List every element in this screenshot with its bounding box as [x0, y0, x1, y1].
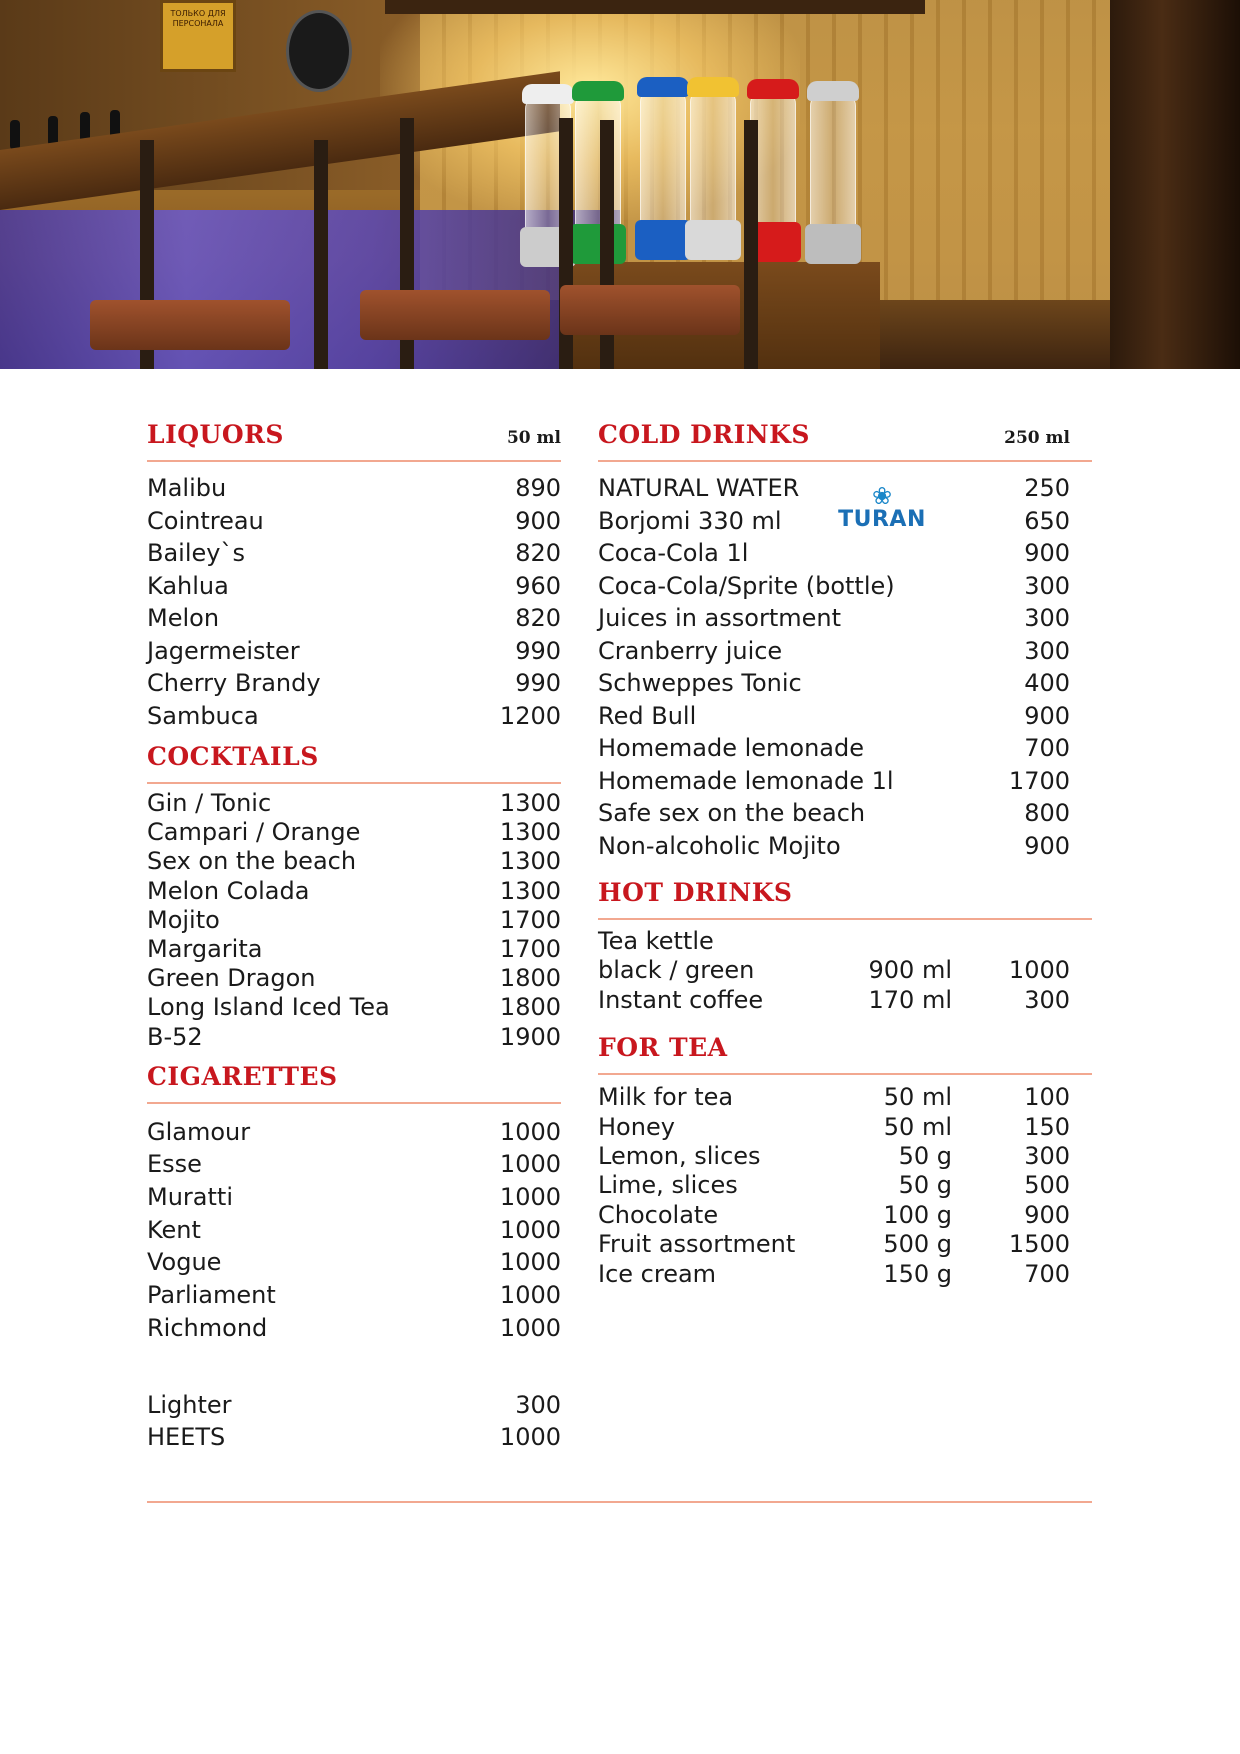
item-price: 300 [1024, 571, 1070, 600]
bottom-divider [147, 1501, 1092, 1503]
item-name: Melon [147, 604, 220, 632]
item-quantity: 50 ml [883, 1083, 952, 1112]
menu-item [147, 906, 561, 935]
item-name: Sambuca [147, 701, 259, 730]
menu-item [147, 635, 561, 668]
flower-icon: ❀ [871, 482, 893, 510]
item-price: 1000 [499, 1423, 561, 1452]
item-name: Homemade lemonade [598, 734, 865, 762]
menu-item [147, 1148, 561, 1181]
menu-item [147, 1214, 561, 1247]
liquors-header [147, 420, 561, 462]
menu-item [598, 1201, 1092, 1230]
item-name: Parliament [147, 1281, 276, 1310]
bar-chair-seat [90, 300, 290, 350]
menu-item [598, 986, 1092, 1015]
menu-item [598, 570, 1092, 603]
menu-item [147, 1181, 561, 1214]
menu-item [147, 847, 561, 876]
for-tea-list [598, 1083, 1092, 1289]
menu-item [147, 537, 561, 570]
right-column [598, 420, 1092, 1289]
item-name: Lime, slices [598, 1171, 738, 1200]
item-price: 990 [515, 636, 561, 665]
item-name: NATURAL WATER [598, 474, 800, 502]
menu-item [147, 1023, 561, 1052]
cigarettes-section [147, 1062, 561, 1454]
menu-item [147, 877, 561, 906]
item-price: 300 [1024, 985, 1070, 1014]
item-price: 800 [1024, 799, 1070, 827]
menu-item [598, 927, 1092, 956]
item-quantity: 150 g [883, 1259, 952, 1288]
item-price: 1000 [499, 1313, 561, 1342]
cocktails-title: COCKTAILS [147, 742, 319, 771]
cigarettes-title: CIGARETTES [147, 1061, 338, 1091]
menu-item [598, 667, 1092, 700]
item-name: Margarita [147, 934, 263, 963]
item-price: 890 [515, 474, 561, 502]
item-name: Glamour [147, 1117, 251, 1146]
item-price: 1300 [499, 818, 561, 847]
staff-only-sign [160, 0, 236, 72]
cigarettes-header [147, 1062, 561, 1104]
item-name: Chocolate [598, 1200, 719, 1229]
menu-item [598, 1142, 1092, 1171]
item-price: 700 [1024, 1259, 1070, 1288]
item-name: Borjomi 330 ml [598, 506, 782, 535]
item-quantity: 100 g [883, 1200, 952, 1229]
turan-logo [836, 484, 928, 534]
item-name: Schweppes Tonic [598, 669, 802, 697]
item-name: B-52 [147, 1022, 203, 1051]
item-price: 900 [1024, 831, 1070, 860]
menu-item [147, 570, 561, 603]
item-name: Jagermeister [147, 636, 300, 665]
item-name: Red Bull [598, 701, 697, 730]
item-quantity: 900 ml [868, 956, 952, 985]
for-tea-section [598, 1033, 1092, 1289]
item-price: 1300 [499, 847, 561, 876]
menu-item [598, 700, 1092, 733]
menu-item [598, 635, 1092, 668]
item-price: 1700 [499, 934, 561, 963]
menu-item [147, 964, 561, 993]
item-quantity: 170 ml [868, 985, 952, 1014]
item-price: 820 [515, 539, 561, 567]
menu-item [598, 1113, 1092, 1142]
hot-drinks-section [598, 878, 1092, 1015]
item-name: Mojito [147, 905, 220, 934]
item-price: 1300 [499, 876, 561, 905]
item-name: Cranberry juice [598, 636, 783, 665]
item-name: Cherry Brandy [147, 669, 321, 697]
beer-tower-dispenser [810, 92, 856, 259]
dark-wood-post [1110, 0, 1240, 369]
menu-item [147, 789, 561, 818]
item-price: 1000 [499, 1117, 561, 1146]
item-name: Cointreau [147, 506, 264, 535]
menu-item [147, 505, 561, 538]
header-bar-photo [0, 0, 1240, 369]
item-quantity: 50 ml [883, 1112, 952, 1141]
item-name: Fruit assortment [598, 1230, 796, 1259]
cold-drinks-header [598, 420, 1092, 462]
item-price: 1000 [1008, 956, 1070, 985]
item-name: Juices in assortment [598, 604, 841, 632]
cold-drinks-unit: 250 ml [1004, 428, 1070, 448]
item-price: 500 [1024, 1171, 1070, 1200]
item-name: Vogue [147, 1248, 222, 1277]
item-quantity: 50 g [898, 1171, 952, 1200]
hot-drinks-header [598, 878, 1092, 920]
item-price: 1500 [1008, 1230, 1070, 1259]
bar-chair-seat [560, 285, 740, 335]
turan-brand-text: TURAN [838, 507, 926, 532]
item-name: Ice cream [598, 1259, 717, 1288]
menu-item [147, 818, 561, 847]
item-name: Gin / Tonic [147, 789, 272, 817]
item-price: 960 [515, 571, 561, 600]
item-name: Coca-Cola 1l [598, 539, 749, 567]
item-price: 1000 [499, 1215, 561, 1244]
item-name: Safe sex on the beach [598, 799, 866, 827]
item-name: Instant coffee [598, 985, 764, 1014]
item-price: 700 [1024, 734, 1070, 762]
cocktails-section [147, 742, 561, 1052]
item-price: 300 [1024, 1141, 1070, 1170]
liquors-section [147, 420, 561, 732]
cold-drinks-title: COLD DRINKS [598, 420, 810, 449]
menu-item [147, 1312, 561, 1345]
bar-chair-seat [360, 290, 550, 340]
item-price: 900 [515, 506, 561, 535]
item-name: Long Island Iced Tea [147, 993, 390, 1022]
item-name: Milk for tea [598, 1083, 734, 1112]
item-name: Muratti [147, 1183, 233, 1212]
for-tea-title: FOR TEA [598, 1033, 728, 1063]
menu-item [598, 1260, 1092, 1289]
menu-item [147, 1389, 561, 1422]
menu-item [598, 1083, 1092, 1112]
item-name: Non-alcoholic Mojito [598, 831, 841, 860]
item-name: Honey [598, 1112, 675, 1141]
menu-item [147, 1116, 561, 1149]
item-price: 300 [515, 1390, 561, 1419]
item-price: 820 [515, 604, 561, 632]
menu-item [598, 1230, 1092, 1259]
item-price: 990 [515, 669, 561, 697]
item-name: Kent [147, 1215, 201, 1244]
round-wall-badge [286, 10, 352, 92]
cigarettes-list [147, 1116, 561, 1345]
item-price: 300 [1024, 636, 1070, 665]
beer-tap [10, 120, 20, 150]
item-price: 1700 [499, 905, 561, 934]
item-name: Richmond [147, 1313, 268, 1342]
item-name: Sex on the beach [147, 847, 357, 876]
cocktails-list [147, 789, 561, 1052]
menu-item [147, 1421, 561, 1454]
liquors-list [147, 472, 561, 732]
menu-item [598, 602, 1092, 635]
liquors-unit: 50 ml [506, 428, 561, 448]
item-quantity: 500 g [883, 1230, 952, 1259]
item-name: Esse [147, 1150, 202, 1179]
left-column [147, 420, 561, 1454]
item-price: 1800 [499, 964, 561, 993]
item-price: 900 [1024, 701, 1070, 730]
item-price: 300 [1024, 604, 1070, 632]
menu-item [147, 667, 561, 700]
item-price: 1000 [499, 1150, 561, 1179]
item-price: 400 [1024, 669, 1070, 697]
item-name: Green Dragon [147, 964, 316, 993]
item-price: 1000 [499, 1183, 561, 1212]
for-tea-header [598, 1033, 1092, 1075]
photo-shelf [385, 0, 925, 14]
item-price: 900 [1024, 1200, 1070, 1229]
menu-item [147, 1279, 561, 1312]
item-name: Homemade lemonade 1l [598, 766, 894, 795]
item-name: Campari / Orange [147, 818, 361, 847]
item-name: HEETS [147, 1423, 226, 1452]
item-price: 1000 [499, 1281, 561, 1310]
hot-drinks-title: HOT DRINKS [598, 878, 793, 907]
item-price: 1700 [1008, 766, 1070, 795]
item-name: Malibu [147, 474, 227, 502]
item-name: Bailey`s [147, 539, 245, 567]
item-quantity: 50 g [898, 1141, 952, 1170]
menu-item [598, 765, 1092, 798]
staff-only-sign-text: ТОЛЬКО ДЛЯ ПЕРСОНАЛА [170, 9, 226, 28]
item-name: black / green [598, 956, 755, 985]
menu-item [147, 1246, 561, 1279]
menu-item [598, 732, 1092, 765]
item-price: 1800 [499, 993, 561, 1022]
item-price: 1300 [499, 789, 561, 817]
menu-item [147, 700, 561, 733]
item-price: 1900 [499, 1022, 561, 1051]
item-price: 900 [1024, 539, 1070, 567]
menu-item [147, 602, 561, 635]
item-price: 1000 [499, 1248, 561, 1277]
liquors-title: LIQUORS [147, 420, 284, 449]
item-name: Tea kettle [598, 927, 714, 955]
menu-item [147, 935, 561, 964]
menu-item [598, 1171, 1092, 1200]
item-name: Coca-Cola/Sprite (bottle) [598, 571, 895, 600]
item-price: 650 [1024, 506, 1070, 535]
menu-item [147, 993, 561, 1022]
menu-item [598, 830, 1092, 863]
item-price: 1200 [499, 701, 561, 730]
menu-item [147, 472, 561, 505]
item-name: Kahlua [147, 571, 229, 600]
hot-drinks-list [598, 927, 1092, 1015]
item-price: 100 [1024, 1083, 1070, 1112]
item-price: 150 [1024, 1112, 1070, 1141]
item-price: 250 [1024, 474, 1070, 502]
item-name: Melon Colada [147, 876, 310, 905]
item-name: Lemon, slices [598, 1141, 761, 1170]
accessories-list [147, 1389, 561, 1454]
cocktails-header [147, 742, 561, 784]
item-name: Lighter [147, 1390, 232, 1419]
menu-item [598, 537, 1092, 570]
menu-item [598, 956, 1092, 985]
menu-item [598, 797, 1092, 830]
